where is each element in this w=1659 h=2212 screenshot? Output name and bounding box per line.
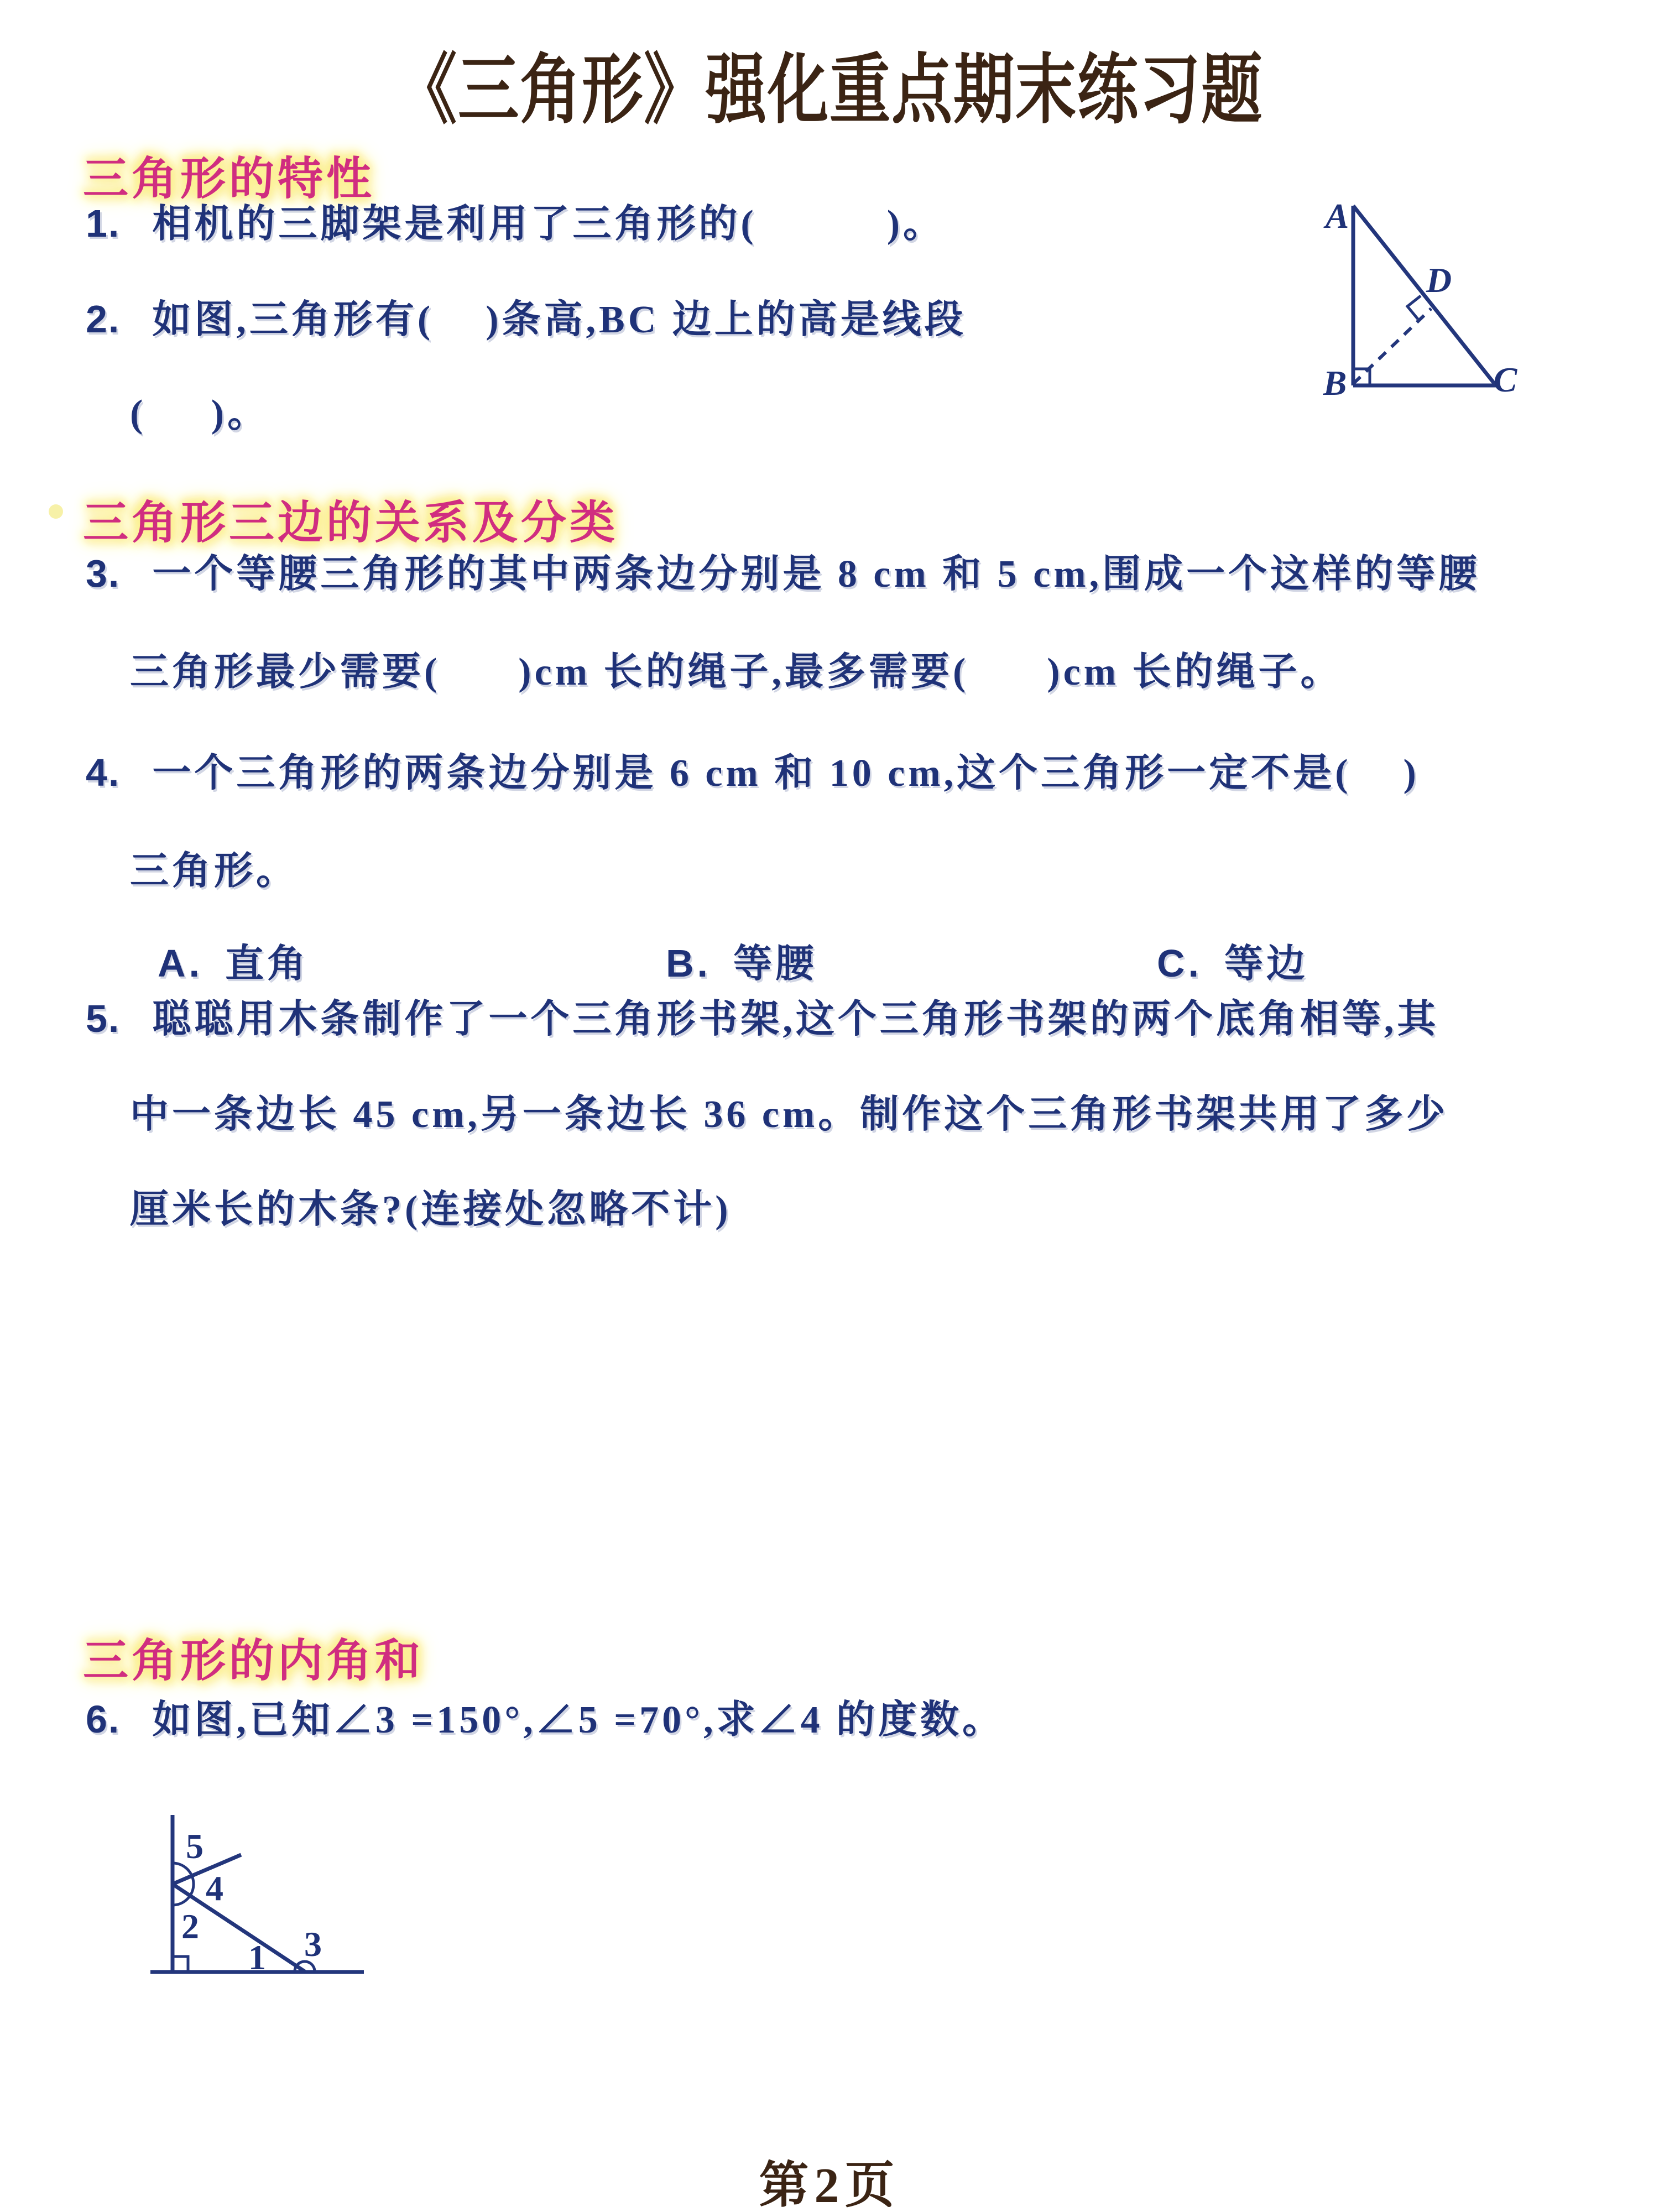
question-5-line3 [130, 1178, 732, 1234]
question-4-text-line2: 三角形。 [130, 850, 298, 893]
question-3-text-line1: 一个等腰三角形的其中两条边分别是 8 cm 和 5 cm,围成一个这样的等腰 [152, 553, 1481, 596]
question-5-text-line3: 厘米长的木条?(连接处忽略不计) [130, 1188, 732, 1231]
point-label-d: D [1426, 260, 1452, 300]
question-2-text-line2: ( )。 [130, 393, 270, 435]
vertex-label-b: B [1323, 363, 1347, 403]
question-2-line2 [130, 382, 269, 438]
question-4-number: 4. [86, 751, 121, 794]
question-6-number: 6. [86, 1698, 121, 1741]
angle-label-3: 3 [304, 1924, 322, 1964]
question-5-line1 [86, 988, 1439, 1044]
question-2-line1 [86, 288, 967, 344]
figure-angles-diagram [133, 1806, 376, 1988]
question-5-number: 5. [86, 997, 121, 1040]
option-a-label: A. [158, 942, 203, 985]
option-a-text: 直角 [225, 943, 309, 985]
vertex-label-c: C [1493, 360, 1517, 399]
question-1-number: 1. [86, 202, 121, 245]
option-a [158, 932, 309, 988]
option-b-text: 等腰 [733, 943, 817, 985]
question-3-text-line2: 三角形最少需要( )cm 长的绳子,最多需要( )cm 长的绳子。 [130, 651, 1343, 693]
question-5-text-line1: 聪聪用木条制作了一个三角形书架,这个三角形书架的两个底角相等,其 [152, 998, 1439, 1041]
question-6 [86, 1688, 1004, 1744]
question-5-line2 [130, 1083, 1448, 1139]
option-c [1157, 932, 1308, 988]
question-2-number: 2. [86, 298, 121, 341]
section-header-triangle-properties: 三角形的特性 [83, 154, 375, 204]
question-5-text-line2: 中一条边长 45 cm,另一条边长 36 cm。制作这个三角形书架共用了多少 [130, 1093, 1449, 1136]
option-c-text: 等边 [1224, 943, 1308, 985]
angle-label-5: 5 [186, 1827, 204, 1866]
question-4-line1 [86, 742, 1420, 797]
question-6-text: 如图,已知∠3 =150°,∠5 =70°,求∠4 的度数。 [152, 1699, 1005, 1741]
page-number: 第2页 [759, 2158, 900, 2212]
triangle-figure-svg [1283, 180, 1659, 445]
right-angle-marker-base [173, 1957, 188, 1972]
question-1 [86, 192, 945, 248]
option-b-label: B. [666, 942, 711, 985]
triangle-side-ac [1353, 206, 1496, 385]
vertex-label-a: A [1325, 196, 1349, 236]
section-header-triangle-sides: 三角形三边的关系及分类 [83, 498, 619, 548]
page-title: 《三角形》强化重点期末练习题 [395, 48, 1263, 133]
figure-right-triangle-abd [1283, 180, 1659, 445]
question-1-text: 相机的三脚架是利用了三角形的( )。 [152, 203, 946, 246]
question-4-text-line1: 一个三角形的两条边分别是 6 cm 和 10 cm,这个三角形一定不是( ) [152, 752, 1420, 795]
angles-figure-svg [133, 1806, 376, 1988]
question-4-line2 [130, 839, 298, 895]
option-b [666, 932, 817, 988]
question-3-line2 [130, 640, 1343, 696]
option-c-label: C. [1157, 942, 1202, 985]
right-angle-marker-d [1407, 296, 1421, 319]
stray-yellow-dot [49, 504, 63, 519]
question-2-text-line1: 如图,三角形有( )条高,BC 边上的高是线段 [152, 299, 967, 341]
angle-label-1: 1 [248, 1938, 266, 1977]
dashed-height-bd [1353, 309, 1431, 384]
question-3-number: 3. [86, 552, 121, 595]
question-3-line1 [86, 542, 1480, 598]
angle-label-4: 4 [206, 1869, 223, 1908]
section-header-triangle-angle-sum: 三角形的内角和 [83, 1636, 424, 1686]
angle-label-2: 2 [181, 1907, 199, 1946]
